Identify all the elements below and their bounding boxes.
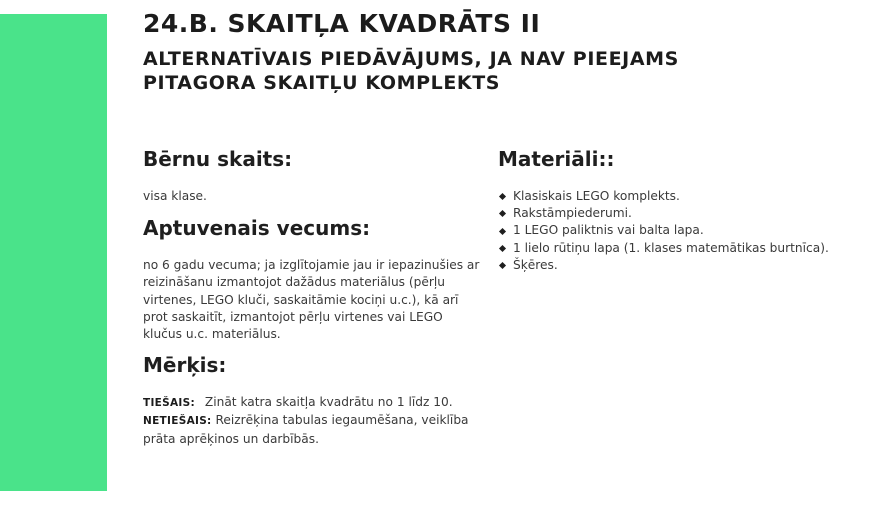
list-item — [498, 257, 878, 274]
materials-heading: Materiāli:: — [498, 147, 615, 171]
page-subtitle: ALTERNATĪVAIS PIEDĀVĀJUMS, JA NAV PIEEJAMS PITAGORA SKAITĻU KOMPLEKTS — [143, 48, 679, 94]
indirect-goal-label: NETIEŠAIS: — [143, 415, 212, 428]
direct-goal-text: Zināt katra skaitļa kvadrātu no 1 līdz 10. — [204, 395, 453, 410]
material-label: 1 lielo rūtiņu lapa (1. klases matemātikas burtnīca). — [513, 240, 829, 255]
indirect-goal — [143, 412, 483, 447]
right-column — [498, 146, 878, 274]
diamond-bullet-icon — [499, 227, 506, 234]
list-item — [498, 205, 878, 222]
page-title: 24.B. SKAITĻA KVADRĀTS II — [143, 9, 541, 38]
accent-sidebar-bar — [0, 14, 107, 491]
diamond-bullet-icon — [499, 210, 506, 217]
diamond-bullet-icon — [499, 262, 506, 269]
indirect-goal-text: Reizrēķina tabulas iegaumēšana, veiklība prāta aprēķinos un darbībās. — [143, 413, 469, 446]
materials-list — [498, 188, 878, 274]
material-label: Klasiskais LEGO komplekts. — [513, 189, 680, 203]
goals-body — [143, 394, 483, 448]
left-column — [143, 146, 483, 448]
diamond-bullet-icon — [499, 193, 506, 200]
children-count-section — [143, 146, 483, 205]
material-label: Šķēres. — [513, 257, 558, 272]
direct-goal-label: TIEŠAIS: — [143, 397, 195, 410]
goals-section — [143, 352, 483, 448]
list-item — [498, 240, 878, 257]
materials-section — [498, 146, 878, 274]
list-item — [498, 188, 878, 205]
children-count-value: visa klase. — [143, 189, 207, 203]
age-value: no 6 gadu vecuma; ja izglītojamie jau ir iepazinušies ar reizināšanu izmantojot dažādus materiālus (pērļu virtenes, LEGO kluči, saskaitāmie kociņi u.c.), kā arī prot saskaitīt, izmantojot pērļu virtenes vai LEGO klučus u.c. materiālus. — [143, 258, 480, 342]
goals-heading: Mērķis: — [143, 353, 227, 378]
material-label: Rakstāmpiederumi. — [513, 206, 632, 221]
children-count-heading: Bērnu skaits: — [143, 147, 293, 171]
diamond-bullet-icon — [499, 245, 506, 252]
list-item — [498, 222, 878, 239]
age-heading: Aptuvenais vecums: — [143, 216, 371, 241]
material-label: 1 LEGO paliktnis vai balta lapa. — [513, 223, 704, 238]
age-section — [143, 215, 483, 343]
direct-goal — [143, 394, 483, 412]
